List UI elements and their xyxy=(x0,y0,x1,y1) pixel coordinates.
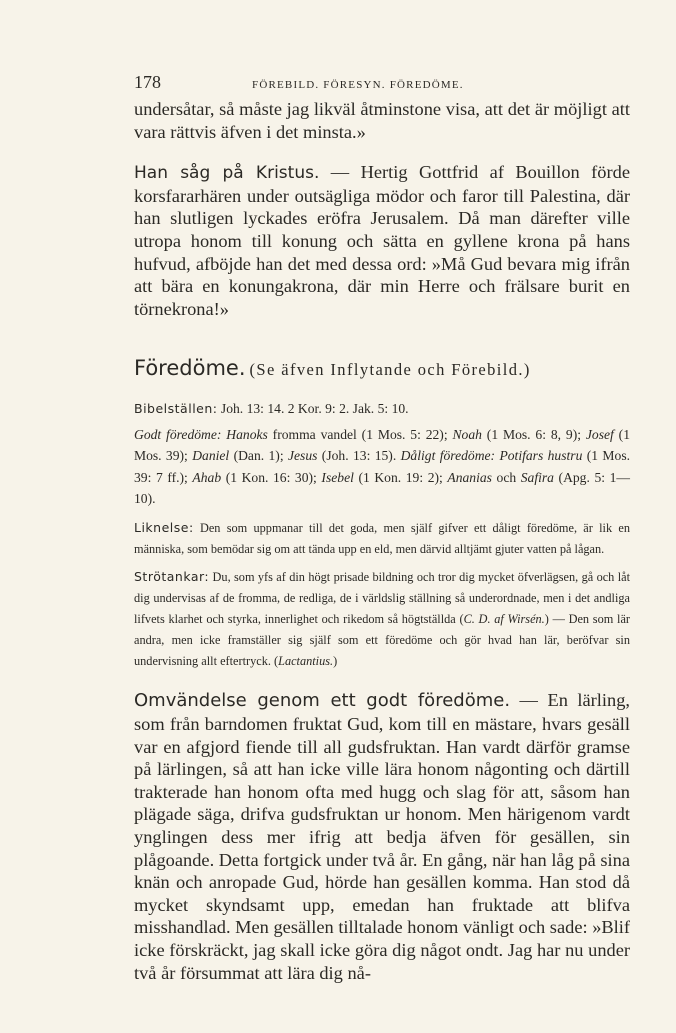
examples-text: (Joh. 13: 15). xyxy=(317,448,401,464)
example-name: Safira xyxy=(520,469,554,485)
running-header xyxy=(134,72,634,93)
omvandelse-text: — En lärling, som från barndomen fruktat Gud, kom till en mästare, hvars gesäll var en afgjord fiende till all gudsfruktan. Han vardt därför gramse på lärlingen, så att han icke ville lära honom någonting och därtill trakterade han honom ofta med hugg och slag för att, såsom han plägade säga, drifva gudsfruktan ur honom. Men härigenom vardt ynglingen dess mer ifrig att bedja äfven för gesällen, sin plågoande. Detta fortgick under två år. En gång, när han låg på sina knän och anropade Gud, hörde han gesällen komma. Han stod då mycket skyndsamt upp, emedan han fruktade att blifva misshandlad. Men gesällen tilltalade honom vänligt och sade: »Blif icke förskräckt, jag skall icke göra dig något ondt. Jag har nu under två år försummat att lära dig nå- xyxy=(134,690,630,983)
parable-text: Den som uppmanar till det goda, men själf gifver ett dåligt föredöme, är lik en människa, som bemödar sig om att tända upp en eld, men därvid alltjämt gjuter vatten på lågan. xyxy=(134,520,630,556)
example-name: Ananias xyxy=(447,469,492,485)
good-example-label: Godt föredöme: xyxy=(134,426,222,442)
example-name: Daniel xyxy=(192,448,230,464)
examples-text: (Apg. 5: 1—10). xyxy=(134,469,630,507)
examples-text: (Dan. 1); xyxy=(229,448,288,464)
example-name: Noah xyxy=(452,426,482,442)
bible-label: Bibelställen: xyxy=(134,401,218,417)
example-name: Josef xyxy=(585,426,614,442)
examples-text: fromma vandel (1 Mos. 5: 22); xyxy=(267,426,453,442)
citation: Lactantius. xyxy=(278,653,334,668)
section-title: Föredöme. xyxy=(134,356,246,381)
heading-kristus: Han såg på Kristus. xyxy=(134,163,320,184)
example-name: Isebel xyxy=(321,469,354,485)
examples-text: (1 Mos. 6: 8, 9); xyxy=(481,426,586,442)
parable-paragraph xyxy=(134,518,630,560)
paragraph-opening: undersåtar, så måste jag likväl åtminstone visa, att det är möjligt att vara rättvis äfven i det minsta.» xyxy=(134,99,630,142)
kristus-text: — Hertig Gottfrid af Bouillon förde korsfararhären under outsägliga mödor och faror till Palestina, där han slutligen lyckades eröfra Jerusalem. Då man därefter ville utropa honom till konung och sätta en gyllene krona på hans hufvud, afböjde han det med dessa ord: »Må Gud bevara mig ifrån att bära en konungakrona, där min Herre och frälsare burit en törnekrona!» xyxy=(134,162,630,319)
thoughts-text: ) xyxy=(333,653,338,668)
section-see-also: (Se äfven Inflytande och Förebild.) xyxy=(249,360,531,380)
page-body xyxy=(134,98,630,984)
examples-text: (1 Mos. 39: 7 ff.); xyxy=(134,448,631,485)
section-title-row xyxy=(134,356,630,380)
page-number: 178 xyxy=(134,72,161,92)
thoughts-label: Strötankar: xyxy=(134,569,210,585)
example-name: Jesus xyxy=(287,448,318,464)
thoughts-paragraph xyxy=(134,567,630,671)
bible-references xyxy=(134,398,630,420)
examples-text: (1 Mos. 39); xyxy=(134,426,630,464)
heading-omvandelse: Omvändelse genom ett godt föredöme. xyxy=(134,690,511,712)
thoughts-text: ) — Den som lär andra, men icke framställer sig själf som ett föredöme och gör hvad han lär, beröfvar sin undervisning allt eftertryck. ( xyxy=(134,612,630,668)
examples-text: (1 Kon. 16: 30); xyxy=(221,469,322,485)
examples-text: (1 Kon. 19: 2); xyxy=(353,469,448,485)
parable-label: Liknelse: xyxy=(134,519,194,535)
citation: C. D. af Wirsén. xyxy=(463,612,545,627)
examples-paragraph xyxy=(134,424,630,510)
paragraph-kristus xyxy=(134,161,630,320)
running-title: FÖREBILD. FÖRESYN. FÖREDÖME. xyxy=(252,79,464,91)
example-name: Ahab xyxy=(192,469,222,485)
paragraph-omvandelse xyxy=(134,689,630,984)
bible-text: Joh. 13: 14. 2 Kor. 9: 2. Jak. 5: 10. xyxy=(217,401,409,417)
bad-example-label: Dåligt föredöme: Potifars hustru xyxy=(400,448,583,464)
examples-text: och xyxy=(491,469,521,485)
thoughts-text: Du, som yfs af din högt prisade bildning och tror dig mycket öfverlägsen, gå och låt dig undervisas af de fromma, de redliga, de i världslig ställning så underordnade, men i det andliga lifvets klarhet och styrka, innerlighet och rikedom så högtställda ( xyxy=(134,570,630,627)
example-name: Hanoks xyxy=(226,426,268,442)
